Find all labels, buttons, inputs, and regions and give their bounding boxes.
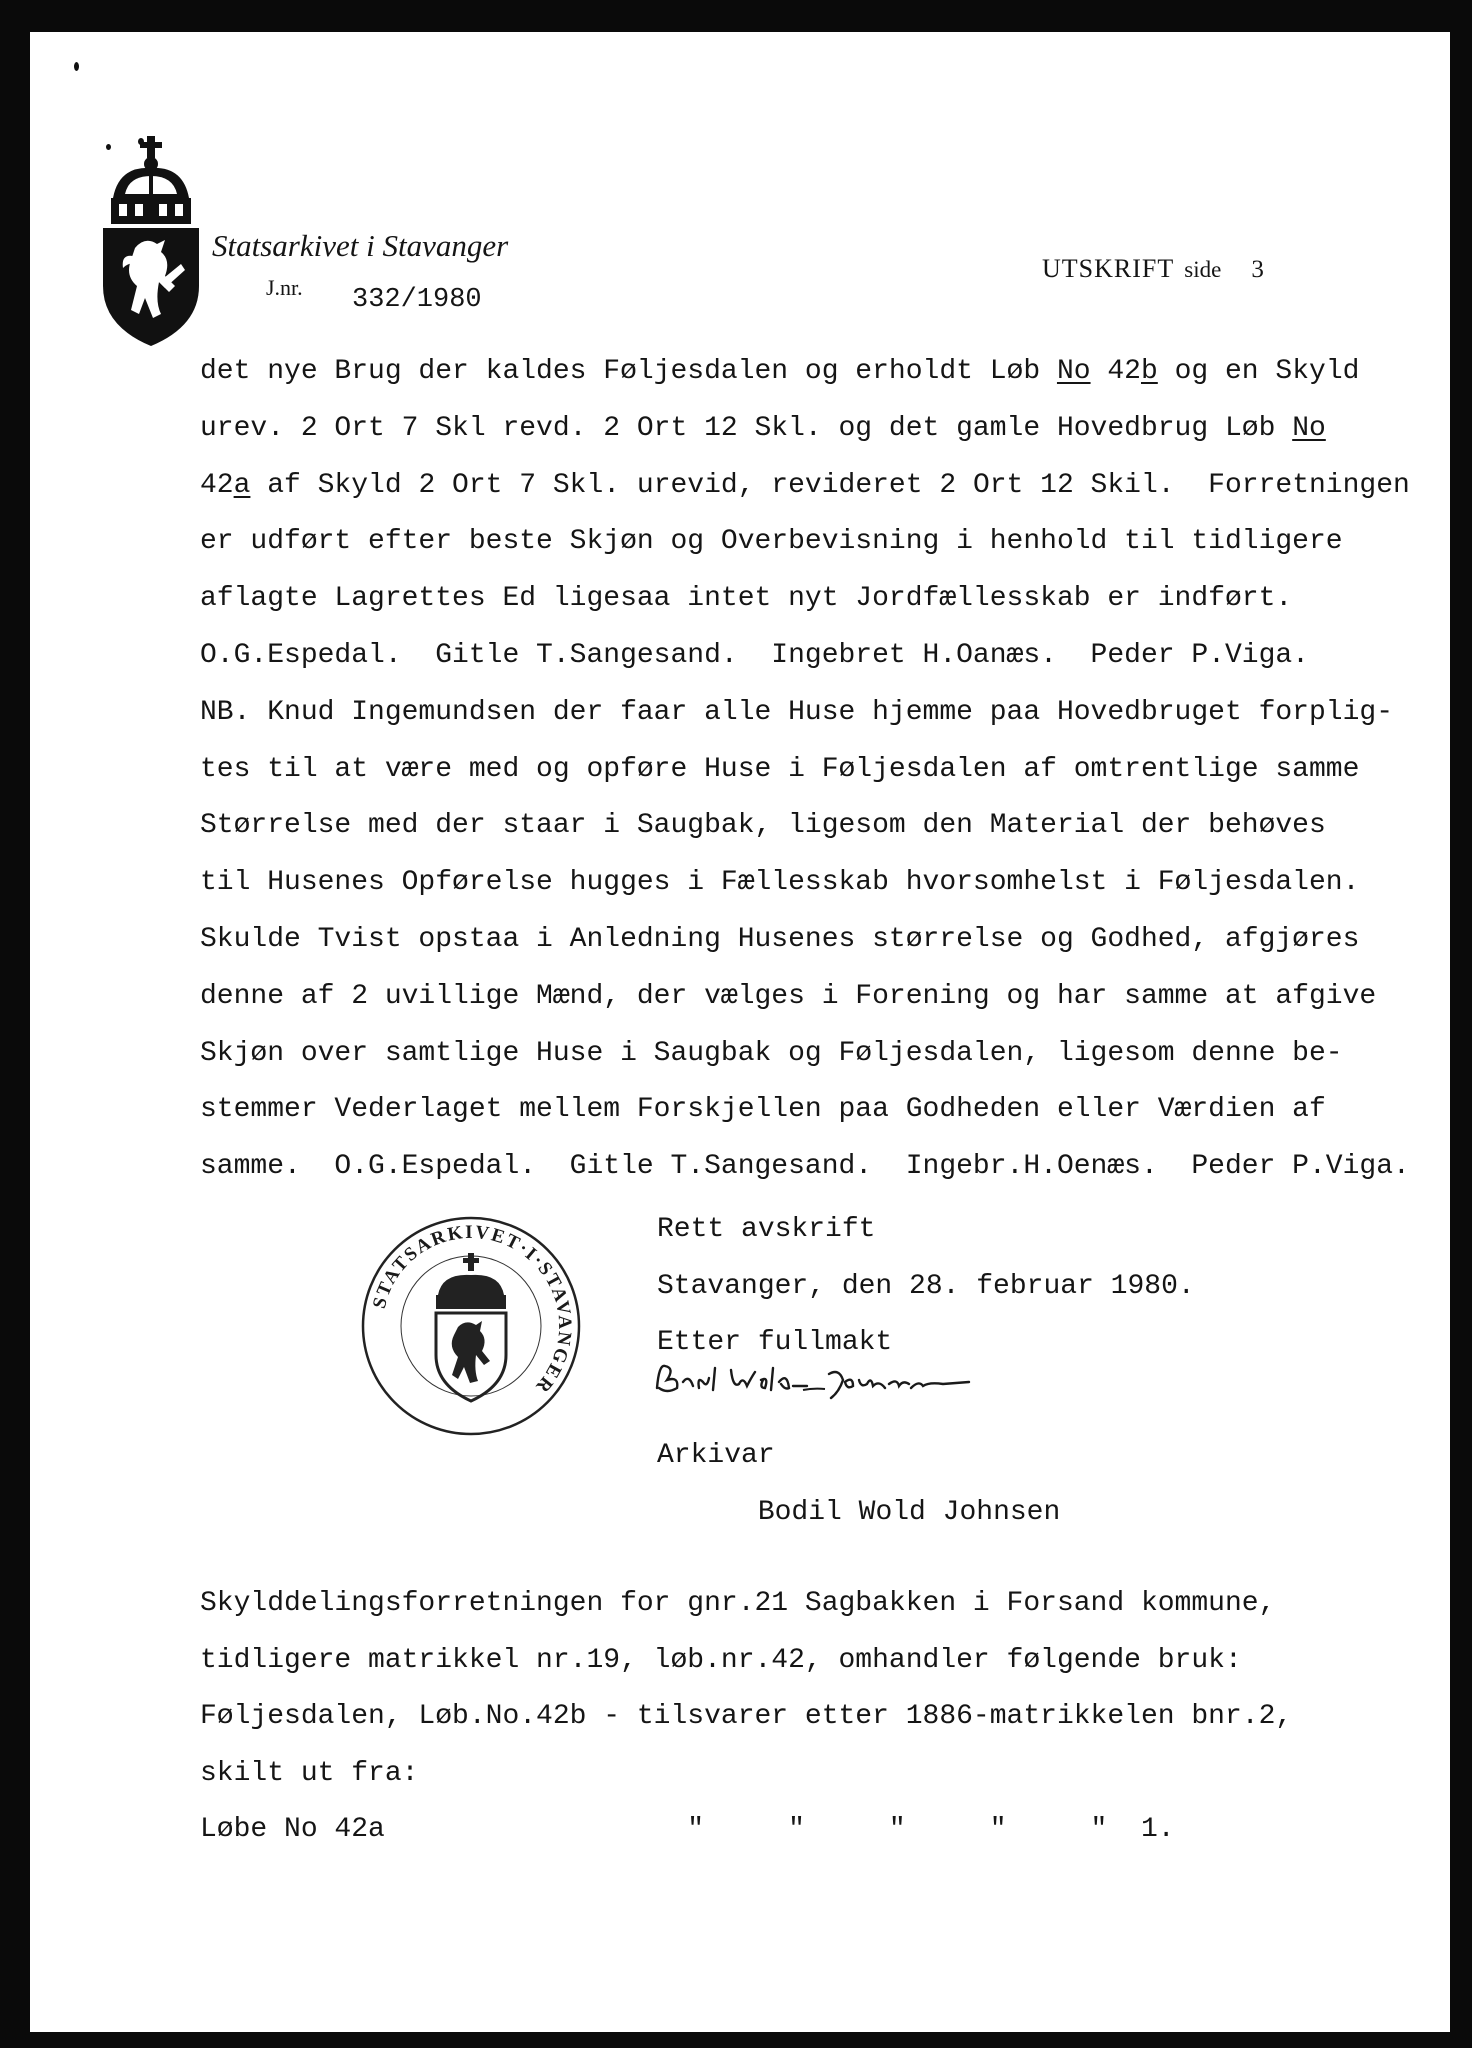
notes-line: Føljesdalen, Løb.No.42b - tilsvarer etter 1886-matrikkelen bnr.2, xyxy=(200,1701,1293,1732)
journal-number-label: J.nr. xyxy=(266,275,303,300)
notes-line: tidligere matrikkel nr.19, løb.nr.42, omhandler følgende bruk: xyxy=(200,1644,1242,1676)
body-text-segment: Skjøn over samtlige Huse i Saugbak og Føljesdalen, ligesom denne be- xyxy=(200,1037,1343,1069)
body-line xyxy=(200,798,1440,855)
scan-speck xyxy=(74,62,79,71)
underlined-text: b xyxy=(1140,356,1158,387)
cert-line-title: Arkivar xyxy=(657,1440,775,1471)
body-text-segment: Skulde Tvist opstaa i Anledning Husenes størrelse og Godhed, afgjøres xyxy=(200,923,1360,955)
utskrift-label: UTSKRIFT xyxy=(1042,254,1175,283)
body-line xyxy=(200,969,1440,1026)
page-number: 3 xyxy=(1251,256,1265,283)
body-text-segment: og en Skyld xyxy=(1157,356,1360,387)
body-text-segment: urev. 2 Ort 7 Skl revd. 2 Ort 12 Skl. og det gamle Hovedbrug Løb xyxy=(200,412,1293,444)
signatory-name: Bodil Wold Johnsen xyxy=(757,1496,1061,1528)
document-page xyxy=(30,32,1450,2032)
notes-line: skilt ut fra: xyxy=(200,1757,419,1789)
archivist-notes xyxy=(200,1576,1292,1859)
underlined-text: a xyxy=(233,469,251,501)
body-text-segment: aflagte Lagrettes Ed ligesaa intet nyt Jordfællesskab er indført. xyxy=(200,583,1293,615)
body-line xyxy=(200,1082,1440,1139)
body-text-segment: NB. Knud Ingemundsen der faar alle Huse hjemme paa Hovedbruget forplig- xyxy=(200,696,1393,728)
body-line xyxy=(200,628,1440,685)
statsarkivet-seal xyxy=(360,1215,582,1437)
cert-line-rett-avskrift: Rett avskrift xyxy=(657,1214,876,1245)
body-text-segment: tes til at være med og opføre Huse i Føljesdalen af omtrentlige samme xyxy=(200,753,1360,785)
body-line xyxy=(200,514,1440,571)
body-text-segment: O.G.Espedal. Gitle T.Sangesand. Ingebret H.Oanæs. Peder P.Viga. xyxy=(200,639,1309,671)
transcription-body xyxy=(200,344,1440,1196)
body-text-segment: af Skyld 2 Ort 7 Skl. urevid, revideret 2 Ort 12 Skil. Forretningen xyxy=(250,469,1410,501)
body-text-segment: til Husenes Opførelse hugges i Fællesskab hvorsomhelst i Føljesdalen. xyxy=(200,867,1360,899)
body-line xyxy=(200,1139,1440,1196)
body-line xyxy=(200,742,1440,799)
scan-speck xyxy=(106,144,111,150)
body-text-segment: er udført efter beste Skjøn og Overbevisning i henhold til tidligere xyxy=(200,526,1343,558)
underlined-text: No xyxy=(1292,412,1326,444)
body-text-segment: denne af 2 uvillige Mænd, der vælges i Forening og har samme at afgive xyxy=(200,980,1377,1012)
handwritten-signature xyxy=(653,1358,993,1406)
underlined-text: No xyxy=(1056,356,1091,387)
notes-line: Løbe No 42a " " " " " 1. xyxy=(200,1814,1175,1845)
body-text-segment: 42 xyxy=(1090,356,1141,387)
body-text-segment: Størrelse med der staar i Saugbak, ligesom den Material der behøves xyxy=(200,810,1326,842)
norwegian-coat-of-arms-logo xyxy=(99,136,203,348)
body-text-segment: stemmer Vederlaget mellem Forskjellen paa Godheden eller Værdien af xyxy=(200,1094,1326,1126)
cert-line-place-date: Stavanger, den 28. februar 1980. xyxy=(657,1270,1195,1302)
body-line xyxy=(200,855,1440,912)
body-line xyxy=(200,685,1440,742)
institution-name: Statsarkivet i Stavanger xyxy=(212,228,509,263)
body-text-segment: samme. O.G.Espedal. Gitle T.Sangesand. Ingebr.H.Oenæs. Peder P.Viga. xyxy=(200,1151,1410,1183)
seal-text: STATSARKIVET·I·STAVANGER xyxy=(368,1221,576,1398)
body-line xyxy=(200,571,1440,628)
body-line xyxy=(200,344,1440,401)
body-text-segment: 42 xyxy=(200,469,234,501)
side-label: side xyxy=(1184,257,1222,282)
body-line xyxy=(200,458,1440,515)
body-text-segment: det nye Brug der kaldes Føljesdalen og erholdt Løb xyxy=(200,356,1057,387)
cert-line-etter-fullmakt: Etter fullmakt xyxy=(657,1327,893,1358)
notes-line: Skylddelingsforretningen for gnr.21 Sagbakken i Forsand kommune, xyxy=(200,1588,1276,1619)
utskrift-page-header xyxy=(1042,254,1265,284)
body-line xyxy=(200,1026,1440,1083)
body-line xyxy=(200,401,1440,458)
body-line xyxy=(200,912,1440,969)
scan-speck xyxy=(138,138,144,145)
certification-block xyxy=(657,1202,1195,1528)
journal-number-value: 332/1980 xyxy=(352,285,482,315)
